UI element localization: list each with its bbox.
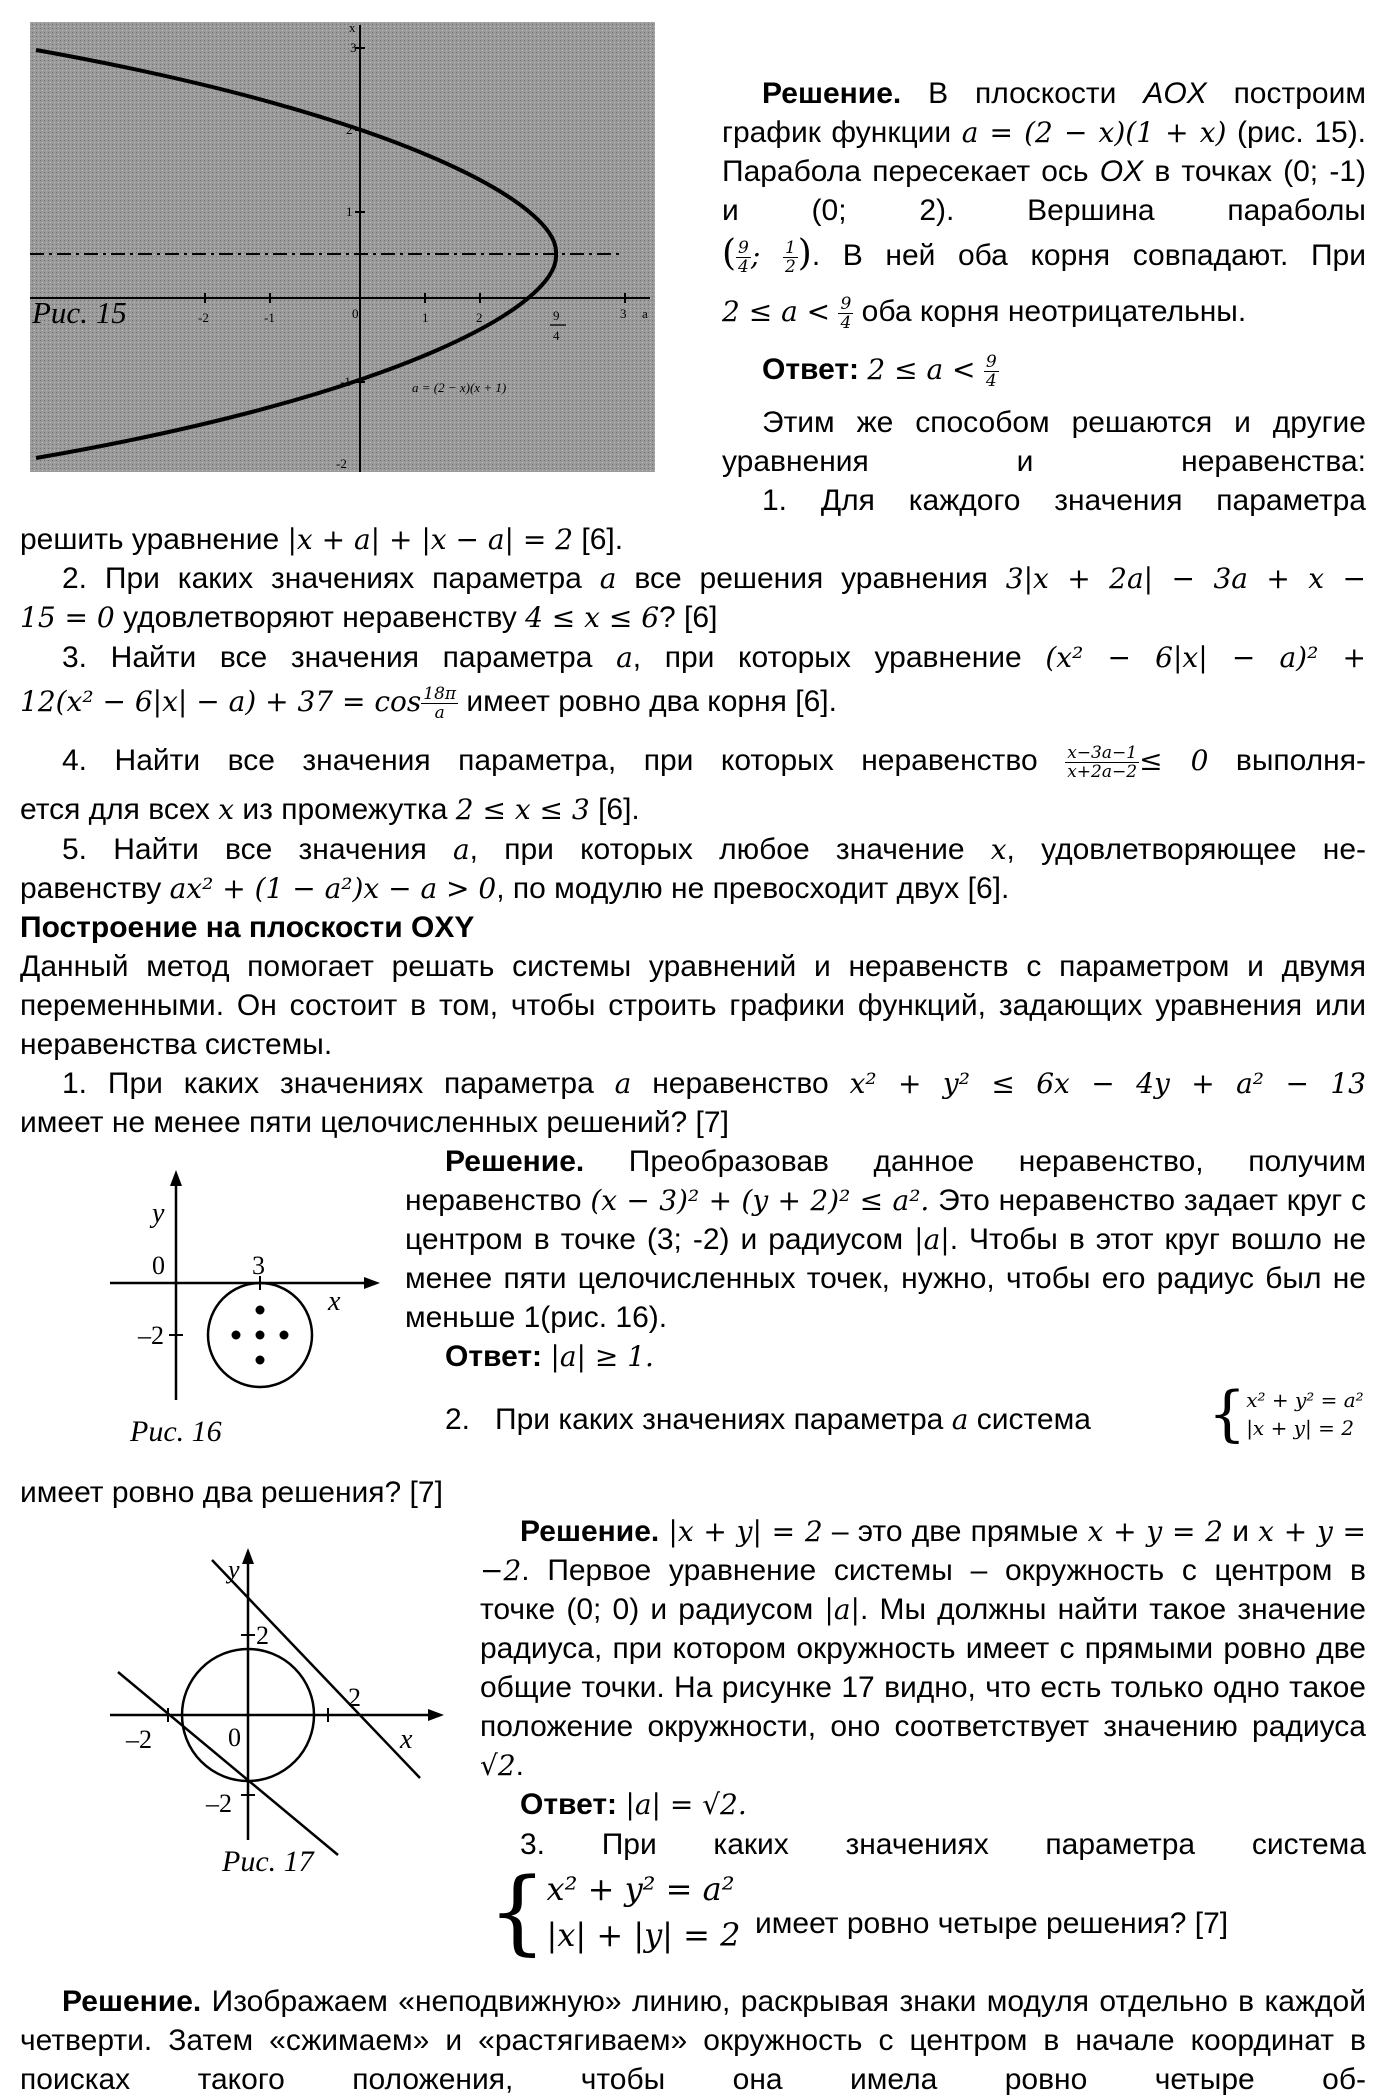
problem-2-line1: 2. При каких значениях параметра a система	[445, 1403, 1091, 1436]
fig15-tick-x-m2: -2	[198, 310, 209, 325]
fig16-caption: Рис. 16	[130, 1415, 222, 1448]
figure-16	[100, 1170, 400, 1440]
fig16-zero-label: 0	[152, 1251, 165, 1280]
figure-15	[0, 0, 680, 480]
fig17-caption: Рис. 17	[222, 1845, 314, 1878]
fig15-tick-x-3: 3	[620, 306, 627, 321]
fig15-tick-y-3: 3	[350, 40, 357, 55]
problem-2-line2: имеет ровно два решения? [7]	[20, 1476, 443, 1509]
task-5-line1: 5. Найти все значения a, при которых любое значение x, удовлетворяющее не-	[62, 833, 1366, 866]
fig16-y-label: y	[152, 1198, 165, 1229]
fig15-tick-94-num: 9	[553, 308, 560, 323]
figure-17	[100, 1540, 460, 1870]
problem-3-line1: 3. При каких значениях параметра система	[520, 1828, 1366, 1861]
fig15-tick-y-1: 1	[346, 204, 353, 219]
fig15-tick-y-2: 2	[346, 122, 353, 137]
problem-3-line2: имеет ровно четыре решения? [7]	[755, 1907, 1229, 1940]
fig15-tick-y-m2: -2	[336, 456, 347, 471]
section-intro: Данный метод помогает решать системы уравнений и неравенств с параметром и двумя переменными. Он состоит в том, чтобы строить графики функций, задающих уравнения или неравенства системы.	[20, 950, 1366, 1061]
fig15-tick-x-m1: -1	[264, 310, 275, 325]
fig15-axis-x-label: a	[642, 306, 648, 321]
fig15-tick-94-den: 4	[553, 328, 560, 343]
problem-1-line1: 1. При каких значениях параметра a неравенство x² + y² ≤ 6x − 4y + a² − 13	[62, 1067, 1366, 1100]
solution-1-vertex-line: ( $\frac{9}{4}$ ; $\frac{1}{2}$ ). В ней оба корня совпадают. При	[722, 233, 1367, 277]
fig17-2x-label: 2	[348, 1683, 361, 1712]
answer-1: Ответ: 2 ≤ a < $\frac{9}{4}$	[762, 351, 997, 391]
task-2-line2: 15 = 0 удовлетворяют неравенству 4 ≤ x ≤ 6? [6]	[20, 601, 718, 634]
frac-9-4: $\frac{9}{4}$	[738, 237, 749, 277]
fig15-curve-label: a = (2 − x)(x + 1)	[412, 380, 507, 395]
fig17-zero-label: 0	[228, 1723, 241, 1752]
fig15-axis-y-label: x	[349, 20, 356, 35]
fig16-x-label: x	[328, 1286, 341, 1317]
system-2: { x² + y² = a² |x + y| = 2	[1208, 1379, 1364, 1449]
fig17-m2y-label: –2	[206, 1789, 232, 1818]
task-5-line2: равенству ax² + (1 − a²)x − a > 0, по модулю не превосходит двух [6].	[20, 872, 1010, 905]
fig16-minus2-label: –2	[138, 1321, 164, 1350]
method-intro: Этим же способом решаются и другие уравнения и неравенства:	[722, 406, 1366, 478]
task-4-line1: 4. Найти все значения параметра, при которых неравенство $\frac{x-3a-1}{x+2a-2}$ ≤ 0 выполня-	[62, 742, 1366, 782]
task-2-line1: 2. При каких значениях параметра a все решения уравнения 3|x + 2a| − 3a + x −	[62, 562, 1367, 595]
fig17-x-label: x	[400, 1724, 413, 1755]
task-1-line2: решить уравнение |x + a| + |x − a| = 2 [6].	[20, 523, 624, 556]
fig15-tick-x-0: 0	[352, 306, 359, 321]
fig15-tick-x-1: 1	[422, 310, 429, 325]
fig17-2y-label: 2	[256, 1621, 269, 1650]
solution-3: Решение. |x + y| = 2 – это две прямые x + y = 2 и x + y = −2. Первое уравнение системы – окружность с центром в точке (0; 0) и радиусом |a|. Мы должны найти такое значение радиуса, при котором окружность имеет с прямыми ровно две общие точки. На рисунке 17 видно, что есть только одно такое положение окружности, оно соответствует значению радиуса √2.	[480, 1515, 1366, 1782]
section-title: Построение на плоскости OXY	[20, 911, 475, 944]
answer-3: Ответ: |a| = √2.	[520, 1788, 747, 1821]
system-3: { x² + y² = a² |x| + |y| = 2	[488, 1858, 741, 1965]
task-1-line1: 1. Для каждого значения параметра	[762, 484, 1366, 517]
solution-4: Решение. Изображаем «неподвижную» линию, раскрывая знаки модуля отдельно в каждой четверти. Затем «сжимаем» и «растягиваем» окружность с центром в начале координат в поисках такого положения, чтобы она имела ровно четыре об-	[20, 1985, 1366, 2096]
solution-1: Решение. В плоскости AOX построим график функции a = (2 − x)(1 + x) (рис. 15). Парабола пересекает ось OX в точках (0; -1) и (0; 2). Вершина параболы	[722, 77, 1367, 227]
problem-1-line2: имеет не менее пяти целочисленных решений? [7]	[20, 1106, 729, 1139]
solution-1-title: Решение.	[762, 77, 902, 110]
task-4-line2: ется для всех x из промежутка 2 ≤ x ≤ 3 [6].	[20, 793, 640, 826]
fig16-three-label: 3	[252, 1251, 265, 1280]
shaded-region	[30, 22, 655, 472]
fig17-m2x-label: –2	[126, 1725, 152, 1754]
frac-1-2: $\frac{1}{2}$	[784, 237, 796, 277]
fig15-caption: Рис. 15	[32, 295, 127, 330]
answer-2: Ответ: |a| ≥ 1.	[445, 1340, 654, 1373]
fig15-tick-y-m1: -1	[340, 374, 351, 389]
solution-1-condition: 2 ≤ a < $\frac{9}{4}$ оба корня неотрицательны.	[722, 293, 1247, 333]
function-formula: a = (2 − x)(1 + x)	[961, 116, 1227, 149]
task-3-line1: 3. Найти все значения параметра a, при которых уравнение (x² − 6|x| − a)² +	[62, 641, 1366, 674]
line-x-plus-y-eq-m2	[118, 1672, 338, 1855]
fig15-tick-x-2: 2	[476, 310, 483, 325]
line-x-plus-y-eq-2	[212, 1560, 420, 1778]
fig17-y-label: y	[228, 1555, 240, 1584]
solution-2: Решение. Преобразовав данное неравенство, получим неравенство (x − 3)² + (y + 2)² ≤ a². Это неравенство задает круг с центром в точке (3; -2) и радиусом |a|. Чтобы в этот круг вошло не менее пяти целочисленных точек, нужно, чтобы его радиус был не меньше 1(рис. 16).	[405, 1145, 1367, 1334]
task-3-line2: 12(x² − 6|x| − a) + 37 = cos $\frac{18\pi}{a}$ имеет ровно два корня [6].	[20, 683, 837, 723]
